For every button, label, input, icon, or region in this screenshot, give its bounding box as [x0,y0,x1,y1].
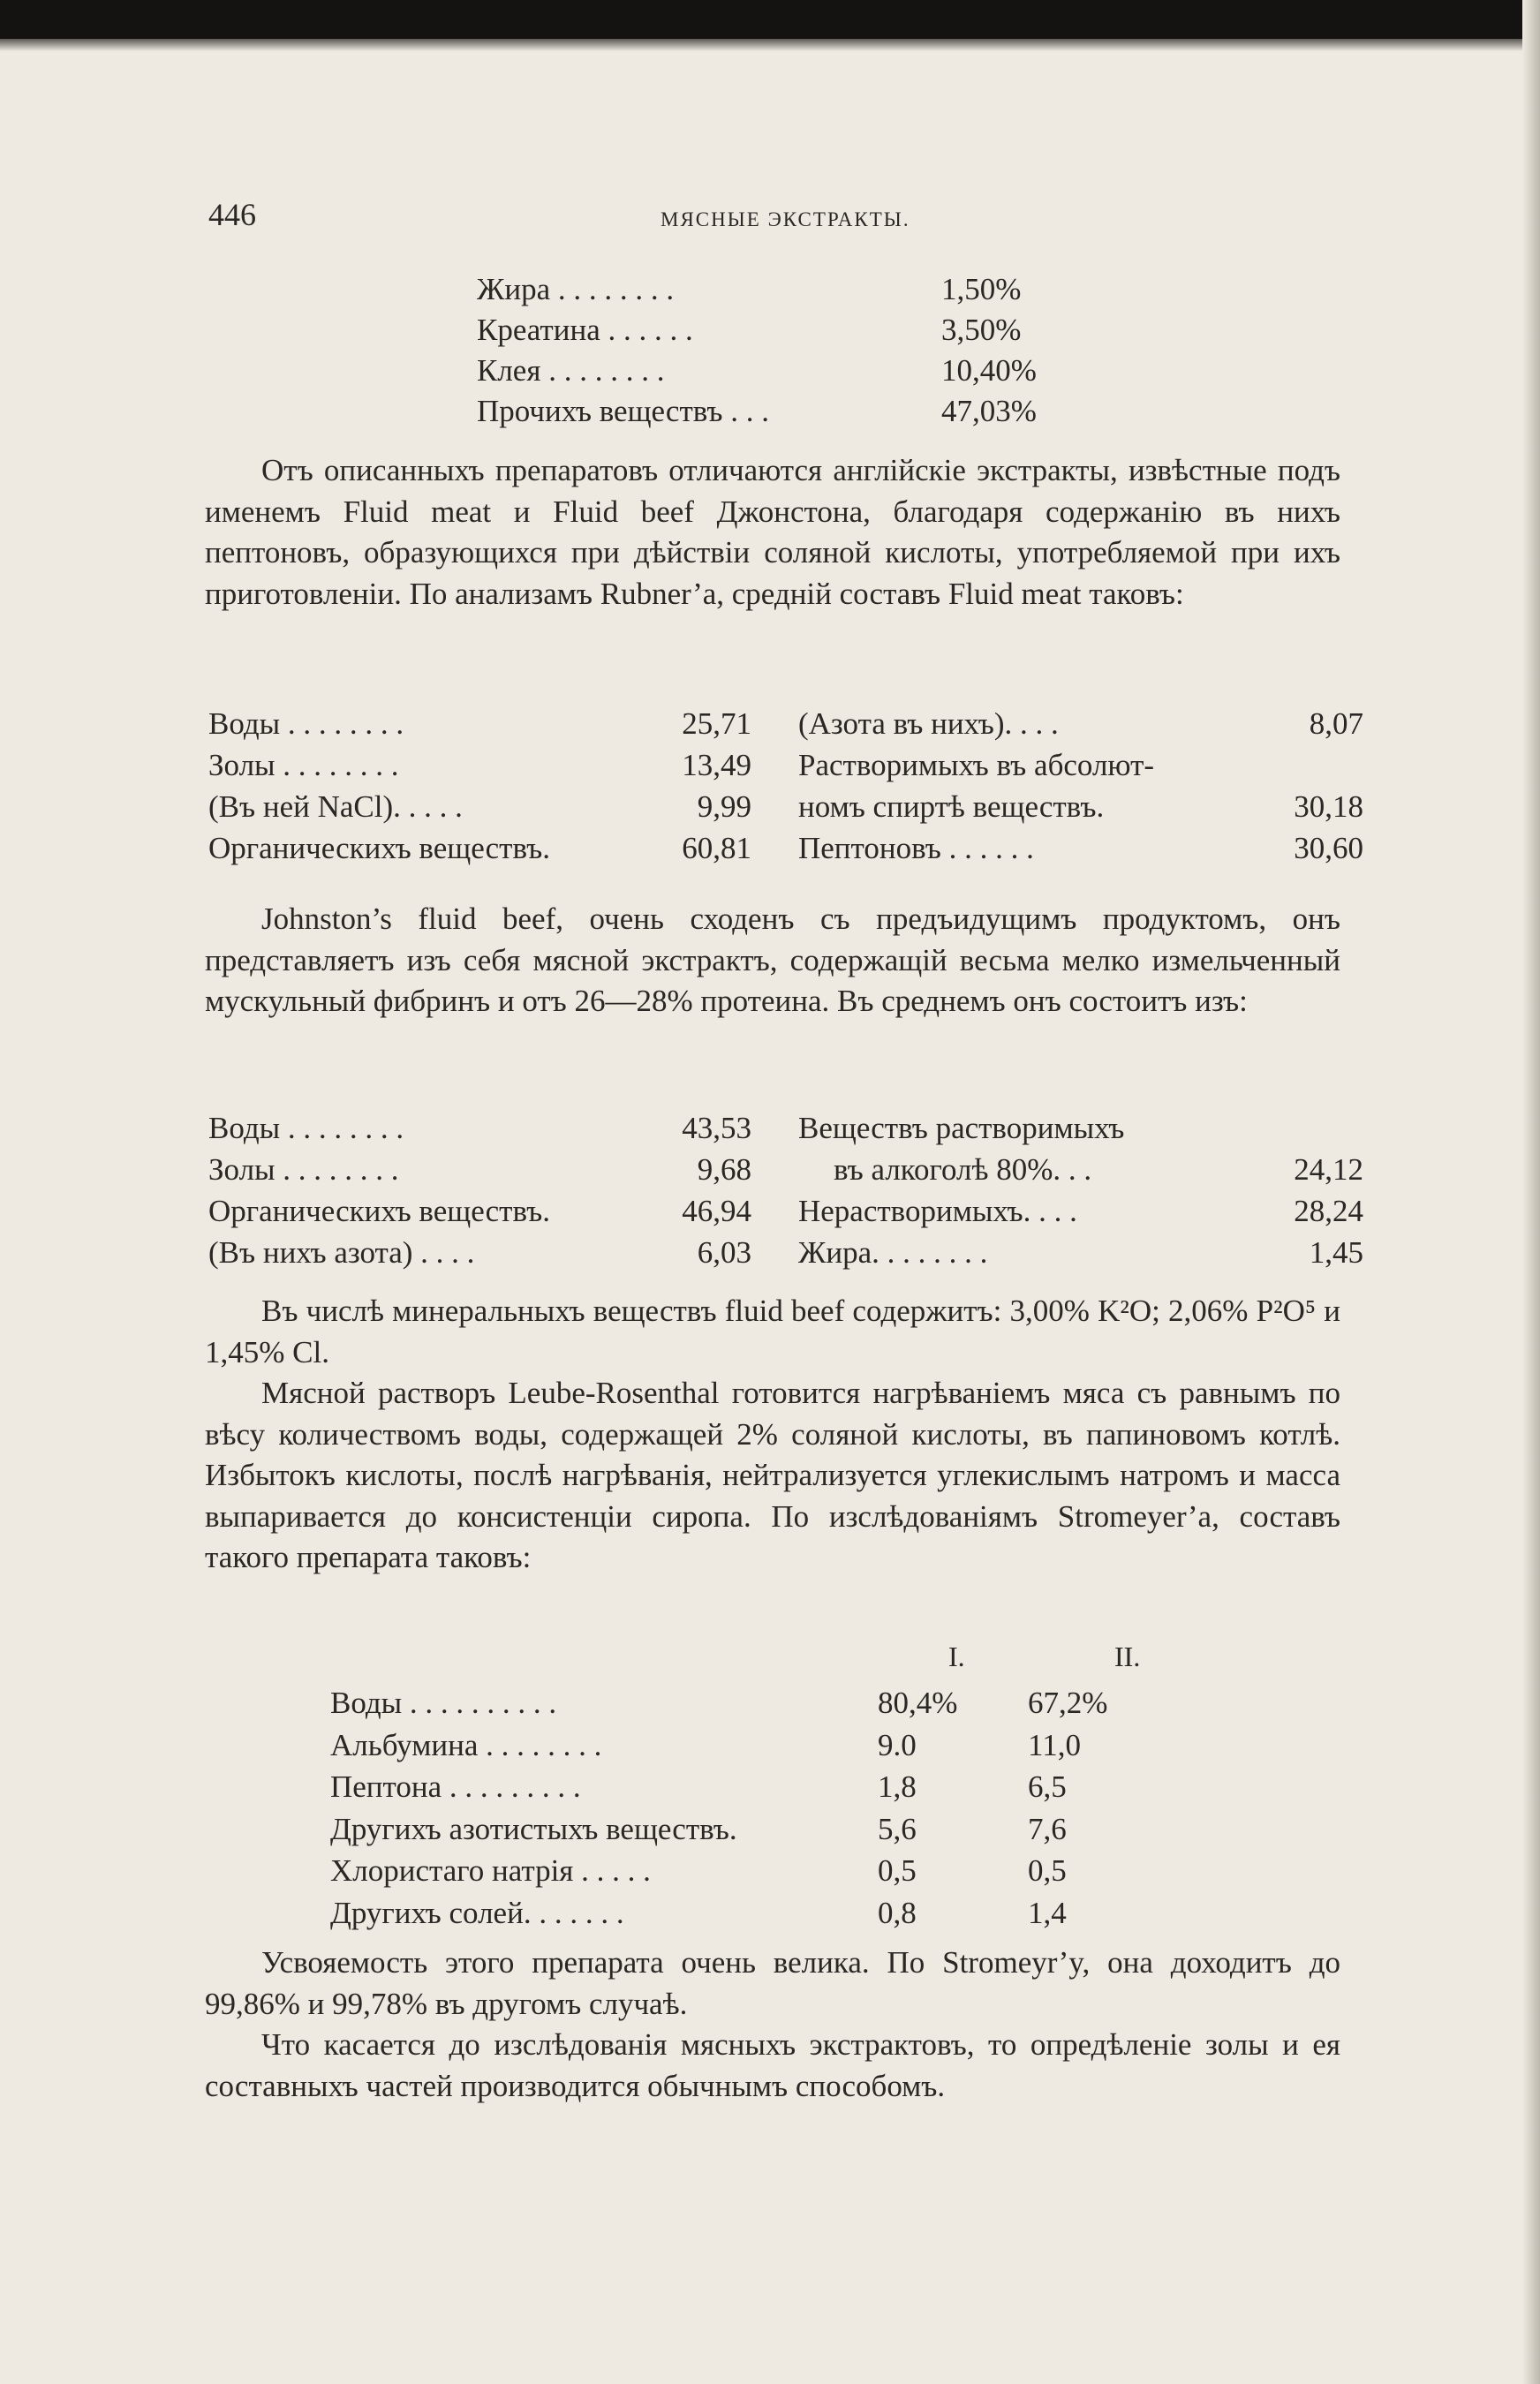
paragraph: Что касается до изслѣдованія мясныхъ экстрактовъ, то опредѣленіе золы и ея составныхъ частей производится обычнымъ способомъ. [205,2027,1340,2103]
row-label: Пептоновъ . . . . . . [798,831,1034,865]
composition-row [477,351,1037,390]
column-header: I. [948,1641,965,1672]
row-label: Золы . . . . . . . . [208,1152,399,1187]
row-label: Золы . . . . . . . . [208,748,399,782]
row-label: Клея . . . . . . . . [477,353,665,388]
table-row [330,1892,1160,1935]
value-ii: 67,2% [1028,1686,1108,1720]
table-row [208,1232,751,1273]
row-value: 6,03 [697,1235,751,1270]
table-row [798,1107,1363,1149]
paragraph: Johnston’s fluid beef, очень сходенъ съ предъидущимъ продуктомъ, онъ представляетъ изъ себя мясной экстрактъ, содержащій весьма мелко измельченный мускульный фибринъ и отъ 26—28% протеина. Въ среднемъ онъ состоитъ изъ: [205,902,1340,1018]
row-label: Жира. . . . . . . . [798,1235,988,1270]
row-value: 9,68 [697,1152,751,1187]
row-label: Другихъ азотистыхъ веществъ. [330,1811,737,1846]
running-head: МЯСНЫЕ ЭКСТРАКТЫ. [661,208,910,230]
row-label: Веществъ растворимыхъ [798,1111,1125,1145]
value-i: 0,8 [878,1895,917,1930]
table-row [798,744,1363,786]
table-row [330,1808,1160,1851]
row-value: 30,18 [1294,789,1363,824]
value-ii: 0,5 [1028,1853,1067,1888]
row-label: Креатина . . . . . . [477,313,693,347]
row-value: 60,81 [682,831,751,865]
scan-shadow [0,39,1540,51]
row-value: 43,53 [682,1111,751,1145]
row-value: 30,60 [1294,831,1363,865]
row-value: 8,07 [1309,706,1363,741]
row-value: 24,12 [1294,1152,1363,1187]
row-value: 25,71 [682,706,751,741]
paragraph: Усвояемость этого препарата очень велика. По Stromeyr’y, она доходитъ до 99,86% и 99,78% въ другомъ случаѣ. [205,1945,1340,2021]
value-i: 0,5 [878,1853,917,1888]
table-row [208,1190,751,1232]
value-ii: 7,6 [1028,1811,1067,1846]
paragraph: Въ числѣ минеральныхъ веществъ fluid beef содержитъ: 3,00% K²O; 2,06% P²O⁵ и 1,45% Cl. [205,1294,1340,1369]
table-row [330,1766,1160,1808]
value-i: 1,8 [878,1769,917,1804]
analysis-table-left [208,703,751,869]
table-row [798,1232,1363,1273]
row-label: Пептона . . . . . . . . . [330,1769,581,1804]
row-label: Другихъ солей. . . . . . . [330,1895,624,1930]
table-row [798,1149,1363,1190]
preparation-table [330,1682,1160,1934]
table-row [798,827,1363,869]
paragraph: Отъ описанныхъ препаратовъ отличаются англійскіе экстракты, извѣстные подъ именемъ Fluid meat и Fluid beef Джонстона, благодаря содержанію въ нихъ пептоновъ, образующихся при дѣйствіи соляной кислоты, употребляемой при ихъ приготовленіи. По анализамъ Rubner’a, средній составъ Fluid meat таковъ: [205,453,1340,611]
row-value: 47,03% [941,394,1037,428]
row-label: (Въ ней NaCl). . . . . [208,789,463,824]
page-number: 446 [208,197,256,232]
analysis-table-right [798,703,1363,869]
value-ii: 6,5 [1028,1769,1067,1804]
row-value: 13,49 [682,748,751,782]
value-ii: 1,4 [1028,1895,1067,1930]
table-row [208,1107,751,1149]
table-row [798,786,1363,827]
table-row [208,786,751,827]
row-label: Воды . . . . . . . . [208,1111,404,1145]
row-label: Органическихъ веществъ. [208,831,550,865]
row-label: (Азота въ нихъ). . . . [798,706,1059,741]
table-row [798,703,1363,744]
value-i: 80,4% [878,1686,958,1720]
row-value: 1,45 [1309,1235,1363,1270]
table-row [208,1149,751,1190]
value-i: 9.0 [878,1727,917,1762]
page-edge [1522,0,1540,2384]
composition-row [477,392,1037,431]
table-row [208,744,751,786]
value-i: 5,6 [878,1811,917,1846]
row-value: 3,50% [941,313,1022,347]
table-row [208,703,751,744]
paragraph: Мясной растворъ Leube-Rosenthal готовится нагрѣваніемъ мяса съ равнымъ по вѣсу количествомъ воды, содержащей 2% соляной кислоты, въ папиновомъ котлѣ. Избытокъ кислоты, послѣ нагрѣванія, нейтрализуется углекислымъ натромъ и масса выпаривается до консистенціи сиропа. По изслѣдованіямъ Stromeyer’a, составъ такого препарата таковъ: [205,1376,1340,1574]
composition-row [477,270,1021,309]
composition-table-left [208,1107,751,1273]
composition-table-right [798,1107,1363,1273]
composition-row [477,311,1021,350]
row-label: Растворимыхъ въ абсолют- [798,748,1155,782]
scan-border [0,0,1540,39]
row-value: 28,24 [1294,1194,1363,1228]
value-ii: 11,0 [1028,1727,1081,1762]
row-value: 1,50% [941,272,1022,306]
table-row [330,1850,1160,1892]
row-label: (Въ нихъ азота) . . . . [208,1235,475,1270]
table-row [798,1190,1363,1232]
table-row [208,827,751,869]
row-label: въ алкоголѣ 80%. . . [834,1152,1092,1187]
row-label: Воды . . . . . . . . [208,706,404,741]
row-value: 46,94 [682,1194,751,1228]
row-label: Жира . . . . . . . . [477,272,675,306]
column-header: II. [1114,1641,1141,1672]
table-row [330,1682,1160,1724]
row-label: номъ спиртѣ веществъ. [798,789,1105,824]
row-value: 9,99 [697,789,751,824]
table-row [330,1724,1160,1767]
row-label: Хлористаго натрія . . . . . [330,1853,651,1888]
row-value: 10,40% [941,353,1037,388]
row-label: Нерастворимыхъ. . . . [798,1194,1077,1228]
row-label: Органическихъ веществъ. [208,1194,550,1228]
row-label: Прочихъ веществъ . . . [477,394,770,428]
row-label: Альбумина . . . . . . . . [330,1727,602,1762]
row-label: Воды . . . . . . . . . . [330,1686,557,1720]
